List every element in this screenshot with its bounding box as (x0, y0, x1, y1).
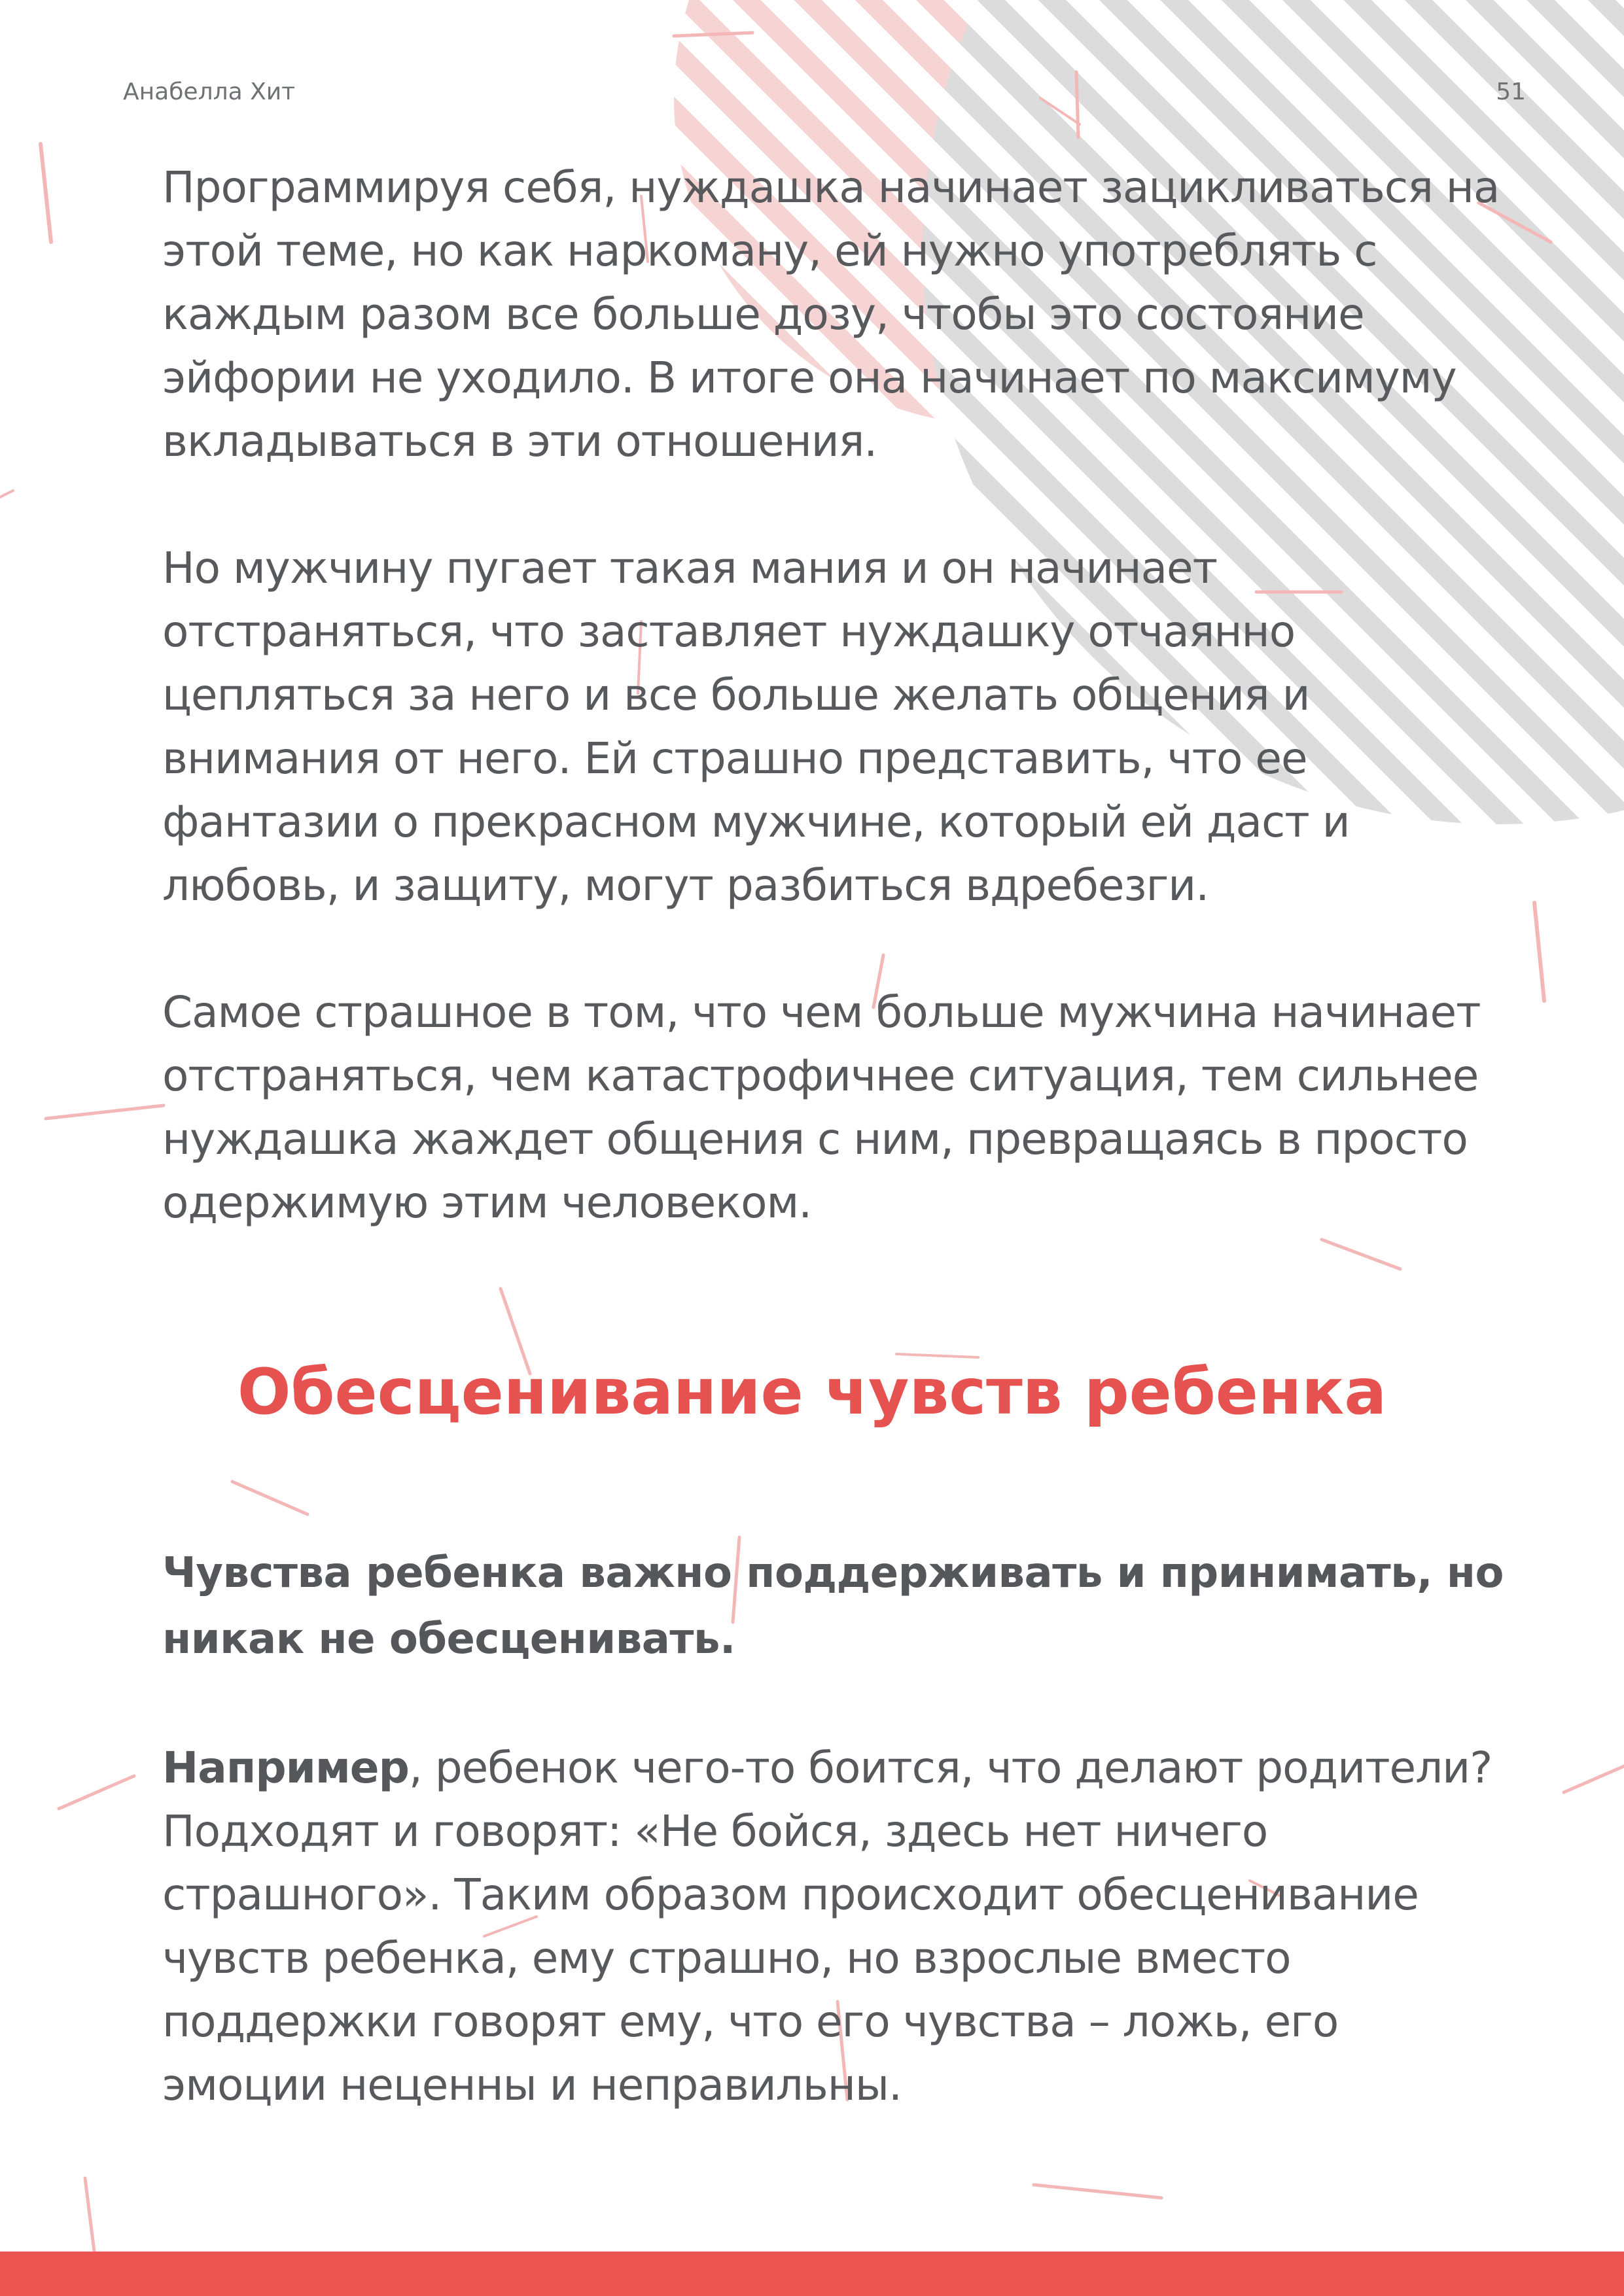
paragraph-2: Но мужчину пугает такая мания и он начинает отстраняться, что заставляет нуждашку отчаянно цепляться за него и все больше желать общения и внимания от него. Ей страшно представить, что ее фантазии о прекрасном мужчине, который ей даст и любовь, и защиту, могут разбиться вдребезги. (162, 543, 1350, 911)
footer-bar (0, 2252, 1624, 2296)
paragraph-3: Самое страшное в том, что чем больше мужчина начинает отстраняться, чем катастрофичнее ситуация, тем сильнее нуждашка жаждет общения с ним, превращаясь в просто одержимую этим человеком. (162, 987, 1481, 1228)
section-title: Обесценивание чувств ребенка (237, 1355, 1387, 1429)
example-paragraph (162, 1736, 1504, 2117)
example-label: Например (162, 1743, 409, 1793)
example-text: , ребенок чего-то боится, что делают родители? Подходят и говорят: «Не бойся, здесь нет ничего страшного». Таким образом происходит обесценивание чувств ребенка, ему страшно, но взрослые вместо поддержки говорят ему, что его чувства – ложь, его эмоции неценны и неправильны. (162, 1743, 1492, 2110)
page-number: 51 (1496, 78, 1526, 105)
section-lead: Чувства ребенка важно поддерживать и принимать, но никак не обесценивать. (162, 1549, 1504, 1663)
running-head-author: Анабелла Хит (123, 78, 296, 105)
paragraph-1: Программируя себя, нуждашка начинает зацикливаться на этой теме, но как наркоману, ей нужно употреблять с каждым разом все больше дозу, чтобы это состояние эйфории не уходило. В итоге она начинает по максимуму вкладываться в эти отношения. (162, 162, 1500, 466)
section-body (162, 1540, 1504, 2117)
body-text (162, 156, 1504, 1234)
